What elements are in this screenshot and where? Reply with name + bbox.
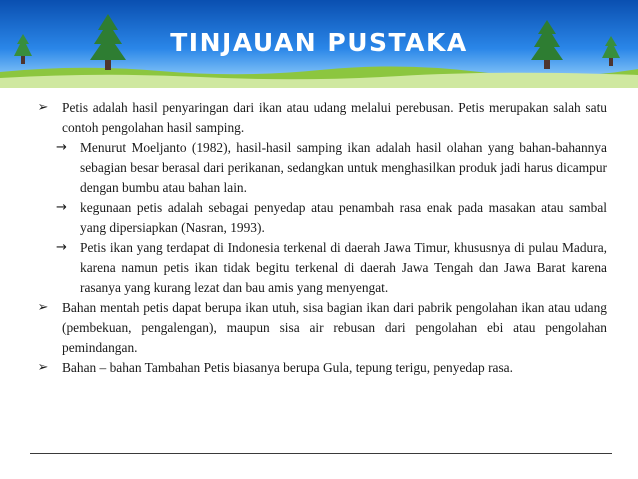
sub-bullet-text: Menurut Moeljanto (1982), hasil-hasil samping ikan adalah hasil olahan yang bahan-bahannya sebagian besar berasal dari perikanan, sedangkan untuk menghasilkan produk jadi harus dicampur dengan bumbu atau bahan lain. xyxy=(80,140,607,195)
list-item xyxy=(34,98,607,138)
list-item xyxy=(34,358,607,378)
bullet-arrow-icon: ➢ xyxy=(37,360,49,375)
right-arrow-icon: → xyxy=(56,240,67,255)
bullet-text: Petis adalah hasil penyaringan dari ikan atau udang melalui perebusan. Petis merupakan salah satu contoh pengolahan hasil samping. xyxy=(62,100,607,135)
list-item xyxy=(34,298,607,358)
right-arrow-icon: → xyxy=(56,200,67,215)
list-item xyxy=(34,198,607,238)
bullet-arrow-icon: ➢ xyxy=(37,300,49,315)
list-item xyxy=(34,138,607,198)
bullet-text: Bahan – bahan Tambahan Petis biasanya berupa Gula, tepung terigu, penyedap rasa. xyxy=(62,360,513,375)
slide-content xyxy=(34,98,607,378)
sub-bullet-text: Petis ikan yang terdapat di Indonesia terkenal di daerah Jawa Timur, khususnya di pulau Madura, karena namun petis ikan tidak begitu terkenal di daerah Jawa Tengah dan Jawa Barat karena rasanya yang kurang lezat dan bau amis yang menyengat. xyxy=(80,240,607,295)
bullet-arrow-icon: ➢ xyxy=(37,100,49,115)
footer-divider xyxy=(30,453,612,454)
bullet-text: Bahan mentah petis dapat berupa ikan utuh, sisa bagian ikan dari pabrik pengolahan ikan atau udang (pembekuan, pengalengan), maupun sisa air rebusan dari pengolahan ebi atau pengolahan pemindangan. xyxy=(62,300,607,355)
right-arrow-icon: → xyxy=(56,140,67,155)
slide-header xyxy=(0,0,638,88)
page-title: TINJAUAN PUSTAKA xyxy=(170,28,468,57)
list-item xyxy=(34,238,607,298)
sub-bullet-text: kegunaan petis adalah sebagai penyedap atau penambah rasa enak pada masakan atau sambal yang dipersiapkan (Nasran, 1993). xyxy=(80,200,607,235)
